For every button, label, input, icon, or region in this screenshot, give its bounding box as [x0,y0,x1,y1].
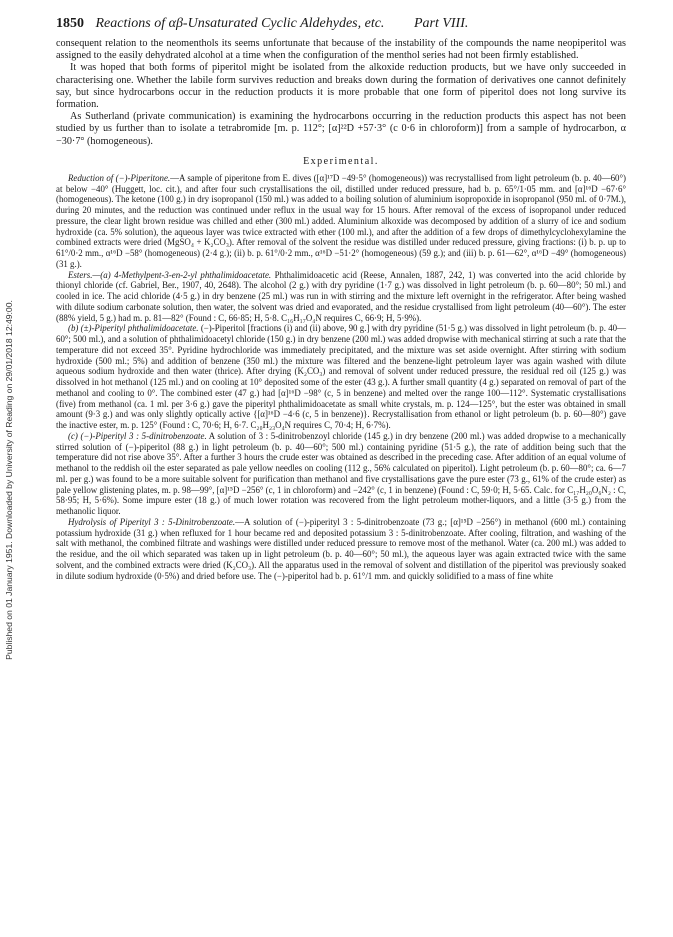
esters-b-text: (−)-Piperitol [fractions (i) and (ii) above, 90 g.] with dry pyridine (51·5 g.) was dissolved in light petroleum (b. p. 40—60°; 500 ml.), and a solution of phthalimidoacetyl chloride (150 g.) in dry benzene (200 ml.) was added dropwise with mechanical stirring at such a rate that the temperature did not exceed 35°. Pyridine hydrochloride was immediately precipitated, and the mixture was set aside overnight. After stirring with sodium hydroxide (500 ml.; 5%) and addition of benzene (350 ml.) the mixture was filtered and the benzene-light petroleum layer was again washed with dilute aqueous sodium hydroxide and then water (thrice). After drying (K₂CO₃) and removal of solvent under reduced pressure, the residual red oil (125 g.) was dissolved in hot methanol (125 ml.) and on cooling at 10° deposited some of the ester (43 g.). A further small quantity (4 g.) separated on removal of part of the methanol and cooling to 0°. The combined ester (47 g.) had [α]¹⁶D −98° (c, 5 in benzene) and melted over the range 100—112°. Systematic crystallisations (five) from methanol (ca. 1 ml. per 3·6 g.) gave the piperityl phthalimidoacetate as small white crystals, m. p. 124—125°, but the ester was obtained in small amount (9·3 g.) and was only slightly optically active {[α]¹⁶D −4·6 (c, 5 in benzene)}. Recrystallisation from ethanol or light petroleum (b. p. 60—80°) gave the inactive ester, m. p. 125° (Found : C, 70·6; H, 6·7. C₂₀H₂₃O₄N requires C, 70·4; H, 6·7%). [56,323,626,431]
reduction-paragraph [56,173,626,270]
esters-a-lead: Esters.—(a) 4-Methylpent-3-en-2-yl phthalimidoacetate. [68,269,272,280]
reduction-text: —A sample of piperitone from E. dives ([α]¹⁷D −49·5° (homogeneous)) was recrystallised from light petroleum (b. p. 40—60°) at below −40° (Huggett, loc. cit.), and after four such crystallisations the oil, distilled under reduced pressure, had b. p. 65°/1·05 mm. and [α]¹⁶D −67·6° (homogeneous). The ketone (100 g.) in dry isopropanol (150 ml.) was added to a boiling solution of aluminium isopropoxide in isopropanol (950 ml. of 0·7M.), during 20 minutes, and the reduction was continued under reflux in the usual way for 15 hours. After removal of the excess of isopropanol under reduced pressure, the clear light brown residue was chilled and ether (300 ml.) added. Aluminium alkoxide was decomposed by addition of a slurry of ice and sodium hydroxide (ca. 5% solution), the aqueous layer was twice extracted with ether (100 ml.), and after the addition of a few drops of dimethylcyclohexylamine the combined extracts were dried (MgSO₄ + K₂CO₃). After removal of the solvent the residue was distilled under reduced pressure, giving fractions: (i) b. p. up to 61°/0·2 mm., α¹⁶D −58° (homogeneous) (2·4 g.); (ii) b. p. 61°/0·2 mm., α¹⁶D −51·2° (homogeneous) (59 g.); and (iii) b. p. 61—62°, α¹⁶D −49° (homogeneous) (31 g.). [56,172,626,269]
hydrolysis-text: —A solution of (−)-piperityl 3 : 5-dinitrobenzoate (73 g.; [α]¹⁵D −256°) in methanol (600 ml.) containing potassium hydroxide (31 g.) when refluxed for 1 hour became red and deposited potassium 3 : 5-dinitrobenzoate. After cooling, filtration, and washing of the salt with methanol, the combined filtrate and washings were distilled under reduced pressure to remove most of the methanol. Water (ca. 200 ml.) was added to the residue, and the oil which separated was taken up in light petroleum (b. p. 40—60°; 50 ml.), the aqueous layer was again extracted twice with the same solvent, and the combined extracts were dried (K₂CO₃). All the apparatus used in the removal of solvent and distillation of the piperitol was previously soaked in dilute sodium hydroxide (0·5%) and dried before use. The (−)-piperitol had b. p. 61°/1 mm. and quickly solidified to a mass of fine white [56,516,626,581]
part-label: Part VIII. [413,16,469,31]
intro-paragraph-2: It was hoped that both forms of piperitol might be isolated from the alkoxide reduction products, but we have only succeeded in characterising one. Whether the labile form survives reduction and breaks down during the formation of derivatives one cannot definitely say, but since hydrocarbons occur in the reduction products it is more probable that one form of piperitol does not long survive its formation. [56,62,626,111]
intro-paragraph-3: As Sutherland (private communication) is examining the hydrocarbons occurring in the reduction products this aspect has not been studied by us further than to isolate a tetrabromide [m. p. 112°; [α]²²D +57·3° (c 0·6 in chloroform)] from a sample of hydrocarbon, α −30·7° (homogeneous). [56,111,626,147]
esters-c-lead: (c) (−)-Piperityl 3 : 5-dinitrobenzoate. [68,430,207,441]
esters-c-text: A solution of 3 : 5-dinitrobenzoyl chloride (145 g.) in dry benzene (200 ml.) was added dropwise to a mechanically stirred solution of (−)-piperitol (88 g.) in light petroleum (b. p. 40—60°; 500 ml.) containing pyridine (51·5 g.), the rate of addition being such that the temperature did not rise above 35°. After a further 3 hours the crude ester was obtained as described in the preceding case. After addition of an equal volume of methanol to the reddish oil the ester separated as pale yellow needles on cooling (112 g., 56% calculated on piperitol). Light petroleum (b. p. 60—80°; ca. 6—7 ml. per g.) was found to be a more suitable solvent for purification than methanol and five crystallisations gave the pure ester (73 g., 61% of the crude ester) as pale yellow glistening plates, m. p. 98—99°, [α]¹⁵D −256° (c, 1 in chloroform) and −242° (c, 1 in benzene) (Found : C, 59·0; H, 5·65. Calc. for C₁₇H₂₀O₆N₂ : C, 58·95; H, 5·6%). Some impure ester (18 g.) of much lower rotation was recovered from the light petroleum mother-liquors, and a little (3·5 g.) from the methanolic liquor. [56,430,626,517]
download-watermark [2,130,16,830]
esters-b-paragraph [56,323,626,431]
download-watermark-text: Published on 01 January 1951. Downloaded by University of Reading on 29/01/2018 12:49:00. [4,300,14,660]
page-number: 1850 [56,16,84,31]
experimental-section [56,173,626,582]
hydrolysis-paragraph [56,517,626,582]
running-title: Reactions of αβ-Unsaturated Cyclic Aldehydes, etc. [95,16,385,31]
introduction-section [56,38,626,148]
esters-c-paragraph [56,431,626,517]
running-header [56,16,626,32]
esters-a-paragraph [56,270,626,324]
hydrolysis-lead: Hydrolysis of Piperityl 3 : 5-Dinitrobenzoate. [68,516,236,527]
esters-a-text: Phthalimidoacetic acid (Reese, Annalen, 1887, 242, 1) was converted into the acid chloride by thionyl chloride (cf. Gabriel, Ber., 1907, 40, 2648). The alcohol (2 g.) with dry pyridine (1·7 g.) was dissolved in light petroleum (b. p. 60—80°; 50 ml.) and cooled in ice. The acid chloride (4·5 g.) in dry benzene (25 ml.) was run in with stirring and the mixture left overnight in the refrigerator. After being washed with dilute sodium carbonate solution, then water, the solvent was dried and evaporated, and the residue crystallised from light petroleum (40—60°). The ester (88% yield, 5 g.) had m. p. 81—82° (Found : C, 66·85; H, 5·8. C₁₆H₁₇O₄N requires C, 66·9; H, 5·9%). [56,269,626,323]
esters-b-lead: (b) (±)-Piperityl phthalimidoacetate. [68,323,199,334]
reduction-lead: Reduction of (−)-Piperitone. [68,172,171,183]
experimental-heading: Experimental. [303,155,379,167]
page [56,16,626,581]
intro-paragraph-1: consequent relation to the neomenthols its seems unfortunate that because of the instability of the compounds the name neopiperitol was assigned to the easily dehydrated alcohol at a time when the configuration of the menthol series had not been firmly established. [56,38,626,62]
